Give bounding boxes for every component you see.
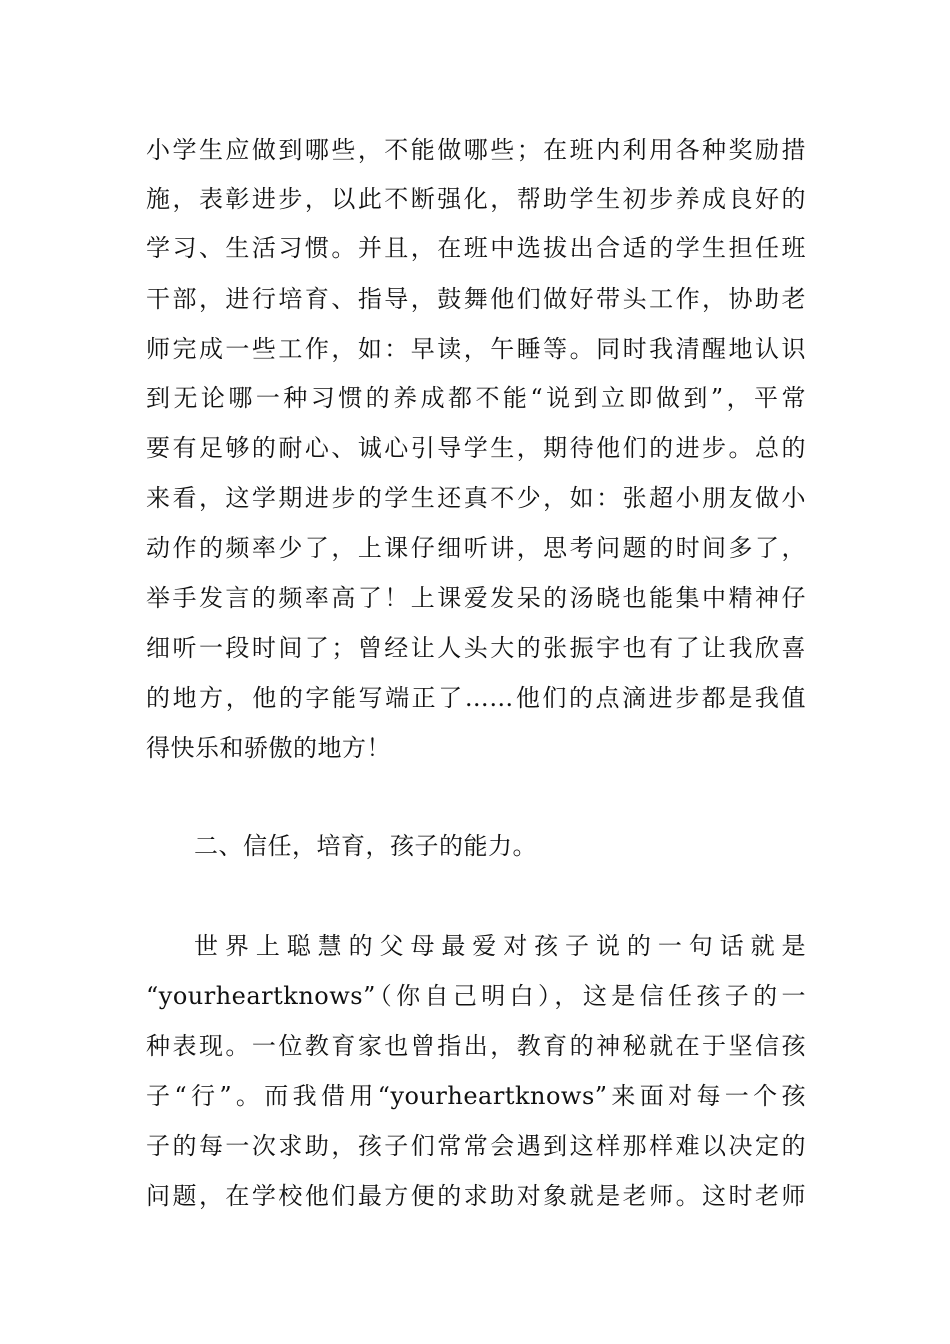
paragraph-line: 来看，这学期进步的学生还真不少，如：张超小朋友做小 — [146, 484, 806, 512]
paragraph-line: “yourheartknows”（你自己明白），这是信任孩子的一 — [146, 982, 806, 1010]
section-heading: 二、信任，培育，孩子的能力。 — [194, 832, 537, 860]
paragraph-line: 到无论哪一种习惯的养成都不能“说到立即做到”，平常 — [146, 384, 806, 412]
paragraph-line: 施，表彰进步，以此不断强化，帮助学生初步养成良好的 — [146, 185, 806, 213]
paragraph-line: 问题，在学校他们最方便的求助对象就是老师。这时老师 — [146, 1182, 806, 1210]
paragraph-line: 干部，进行培育、指导，鼓舞他们做好带头工作，协助老 — [146, 285, 806, 313]
paragraph-line: 种表现。一位教育家也曾指出，教育的神秘就在于坚信孩 — [146, 1032, 806, 1060]
paragraph-line: 世界上聪慧的父母最爱对孩子说的一句话就是 — [194, 932, 806, 960]
paragraph-line: 举手发言的频率高了！上课爱发呆的汤晓也能集中精神仔 — [146, 584, 806, 612]
paragraph-line: 要有足够的耐心、诚心引导学生，期待他们的进步。总的 — [146, 434, 806, 462]
paragraph-line: 细听一段时间了；曾经让人头大的张振宇也有了让我欣喜 — [146, 634, 806, 662]
paragraph-line: 师完成一些工作，如：早读，午睡等。同时我清醒地认识 — [146, 335, 806, 363]
paragraph-line: 子的每一次求助，孩子们常常会遇到这样那样难以决定的 — [146, 1132, 806, 1160]
paragraph-line: 学习、生活习惯。并且，在班中选拔出合适的学生担任班 — [146, 234, 806, 262]
paragraph-line: 动作的频率少了，上课仔细听讲，思考问题的时间多了， — [146, 534, 806, 562]
paragraph-line: 小学生应做到哪些，不能做哪些；在班内利用各种奖励措 — [146, 136, 806, 164]
paragraph-line: 的地方，他的字能写端正了……他们的点滴进步都是我值 — [146, 684, 806, 712]
paragraph-line: 子“行”。而我借用“yourheartknows”来面对每一个孩 — [146, 1082, 806, 1110]
paragraph-line: 得快乐和骄傲的地方！ — [146, 734, 391, 762]
